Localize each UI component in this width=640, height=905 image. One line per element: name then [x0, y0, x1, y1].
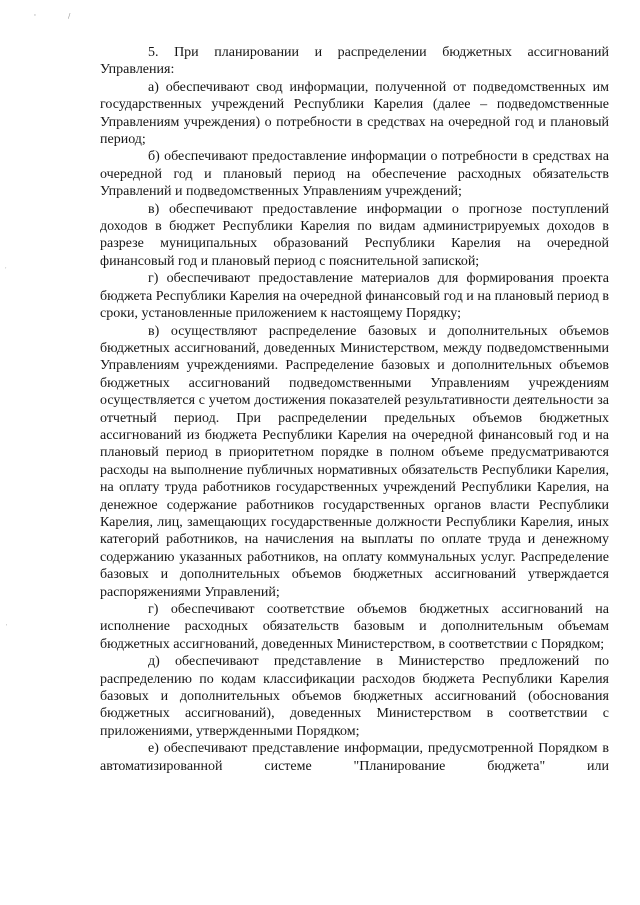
- scan-mark: ,: [5, 264, 7, 270]
- paragraph-subitem-v: в) обеспечивают предоставление информации о прогнозе поступлений доходов в бюджет Республики Карелия по видам администрируемых доходов в разрезе муниципальных образований Республики Карелия на очередной финансовый год и плановый период с пояснительной запиской;: [100, 201, 609, 269]
- paragraph-subitem-b: б) обеспечивают предоставление информации о потребности в средствах на очередной год и плановый период на обеспечение расходных обязательств Управлений и подведомственных Управлениям учреждений;: [100, 149, 609, 200]
- scan-mark: /: [68, 12, 71, 20]
- document-body: [100, 44, 609, 775]
- paragraph-subitem-d: д) обеспечивают представление в Министерство предложений по распределению по кодам классификации расходов бюджета Республики Карелия базовых и дополнительных объемов бюджетных ассигнований (обоснования бюджетных ассигнований), доведенных Министерством в соответствии с приложениями, утвержденными Порядком;: [100, 654, 609, 739]
- paragraph-subitem-g: г) обеспечивают предоставление материалов для формирования проекта бюджета Республики Карелия на очередной финансовый год и на плановый период в сроки, установленные приложением к настоящему Порядку;: [100, 271, 609, 322]
- paragraph-subitem-e: е) обеспечивают представление информации, предусмотренной Порядком в автоматизированной системе "Планирование бюджета" или: [100, 741, 609, 774]
- paragraph-subitem-a: а) обеспечивают свод информации, полученной от подведомственных им государственных учреждений Республики Карелия (далее – подведомственные Управлениям учреждения) о потребности в средствах на очередной год и плановый период;: [100, 79, 609, 148]
- scan-mark: ': [34, 13, 36, 21]
- paragraph-subitem-v-distribution: в) осуществляют распределение базовых и дополнительных объемов бюджетных ассигнований, доведенных Министерством, между подведомственными Управлениям учреждениями. Распределение базовых и дополнительных объемов бюджетных ассигнований подведомственными Управлениям учреждениям осуществляется с учетом достижения показателей результативности деятельности за отчетный период. При распределении предельных объемов бюджетных ассигнований из бюджета Республики Карелия на очередной финансовый год и на плановый период в приоритетном порядке в полном объеме предусматриваются расходы на выполнение публичных нормативных обязательств Республики Карелия, на оплату труда работников государственных учреждений Республики Карелия, на денежное содержание работников государственных органов власти Республики Карелия, лиц, замещающих государственные должности Республики Карелия, иных категорий работников, на начисления на выплаты по оплате труда и денежному содержанию указанных работников, на оплату коммунальных услуг. Распределение базовых и дополнительных объемов бюджетных ассигнований утверждается распоряжениями Управлений;: [100, 323, 609, 600]
- scan-mark: ': [6, 624, 8, 630]
- paragraph-item-5: 5. При планировании и распределении бюджетных ассигнований Управления:: [100, 45, 609, 78]
- paragraph-subitem-g-compliance: г) обеспечивают соответствие объемов бюджетных ассигнований на исполнение расходных обязательств базовым и дополнительным объемам бюджетных ассигнований, доведенных Министерством, в соответствии с Порядком;: [100, 602, 609, 652]
